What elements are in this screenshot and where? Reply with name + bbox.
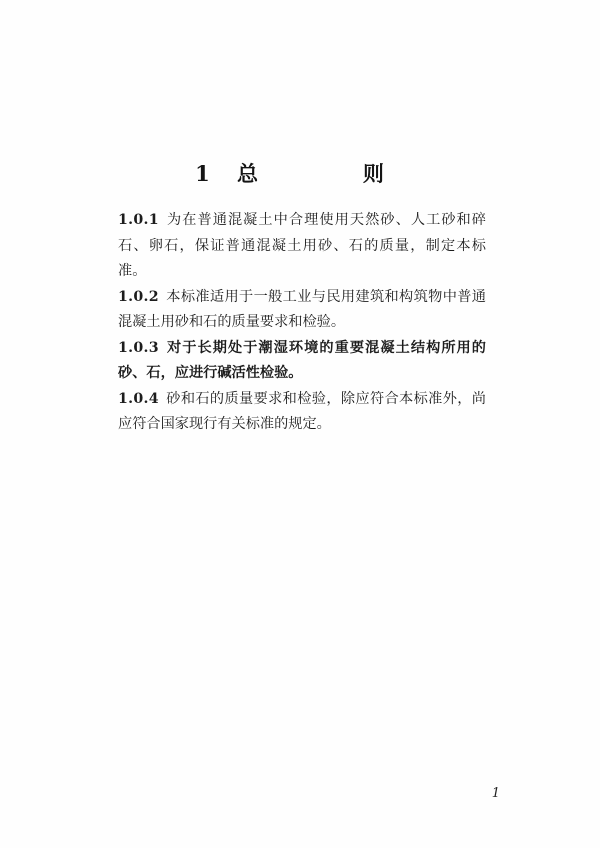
clause-list — [118, 208, 486, 438]
clause-label: 1.0.2 — [118, 288, 159, 305]
page-number: 1 — [491, 786, 500, 801]
clause-text: 对于长期处于潮湿环境的重要混凝土结构所用的砂、石，应进行碱活性检验。 — [118, 339, 486, 381]
clause-item — [118, 336, 486, 387]
page-title — [0, 158, 600, 188]
clause-item — [118, 285, 486, 336]
clause-text: 为在普通混凝土中合理使用天然砂、人工砂和碎石、卵石，保证普通混凝土用砂、石的质量，制定本标准。 — [118, 212, 486, 279]
clause-label: 1.0.1 — [118, 212, 159, 228]
clause-text: 砂和石的质量要求和检验，除应符合本标准外，尚应符合国家现行有关标准的规定。 — [118, 390, 486, 432]
chapter-title-text: 总 则 — [236, 161, 405, 186]
chapter-number: 1 — [195, 161, 211, 186]
clause-item — [118, 208, 486, 285]
clause-label: 1.0.4 — [118, 390, 159, 407]
clause-text: 本标准适用于一般工业与民用建筑和构筑物中普通混凝土用砂和石的质量要求和检验。 — [118, 288, 486, 330]
clause-item — [118, 387, 486, 438]
clause-label: 1.0.3 — [118, 339, 159, 356]
